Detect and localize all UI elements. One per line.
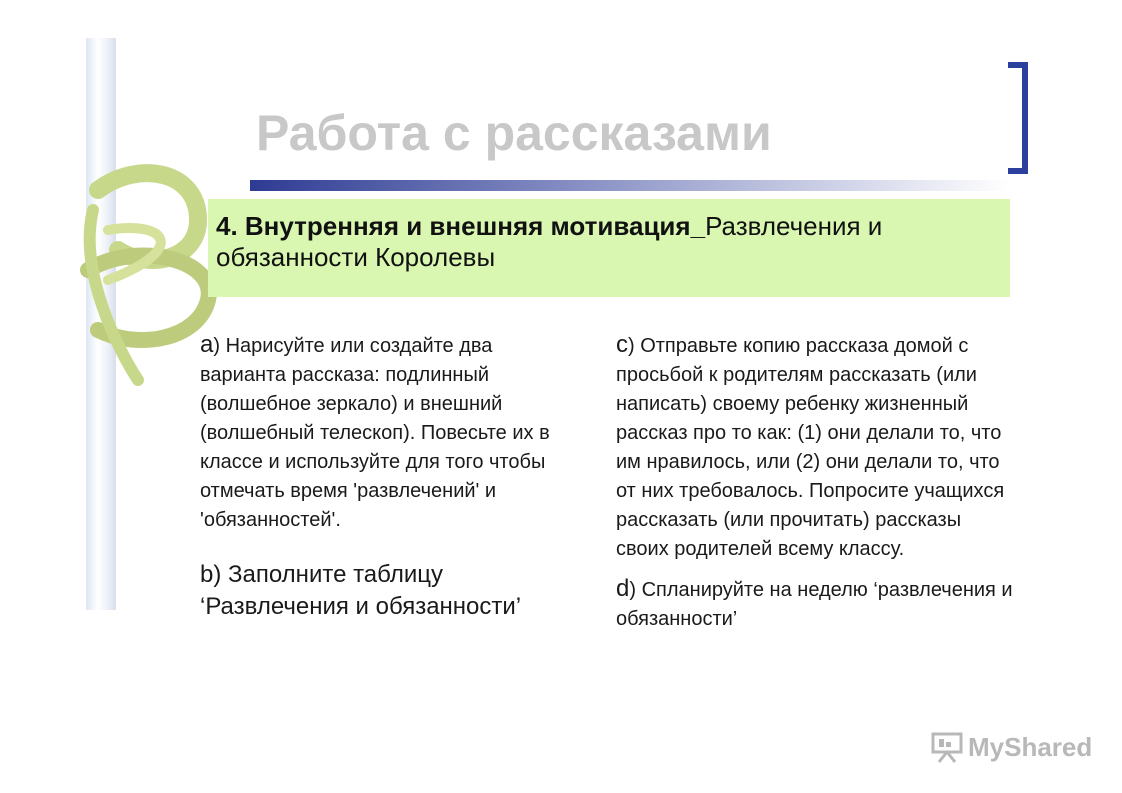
heading-bold-text: 4. Внутренняя и внешняя мотивация_ [216,211,706,241]
left-column [200,330,570,623]
item-c-text: ) Отправьте копию рассказа домой с просьбой к родителям рассказать (или написать) своему ребенку жизненный рассказ про то как: (1) они делали то, что им нравилось, или (2) они делали то, что от них требовалось. Попросите учащихся рассказать (или прочитать) рассказы своих родителей всему классу. [616,335,1005,560]
item-b [200,559,570,623]
item-c-letter: c [616,331,628,358]
watermark-text: MyShared [968,731,1093,762]
item-c [616,330,1016,564]
watermark [930,730,1092,764]
bracket-decoration [1008,62,1028,174]
item-b-text: ) Заполните таблицу ‘Развлечения и обязанности’ [200,561,522,620]
item-a [200,330,570,535]
item-a-text: ) Нарисуйте или создайте два варианта рассказа: подлинный (волшебное зеркало) и внешний (волшебный телескоп). Повесьте их в классе и используйте для того чтобы отмечать время 'развлечений' и 'обязанностей'. [200,335,550,531]
item-b-letter: b [200,561,214,588]
right-column [616,330,1016,634]
heading-regular-text: Развлечения и обязанности Королевы [216,211,883,272]
item-d [616,574,1016,634]
item-a-letter: a [200,331,214,358]
presentation-board-icon [930,730,964,764]
slide-title: Работа с рассказами [256,105,772,161]
item-d-text: ) Спланируйте на неделю ‘развлечения и обязанности’ [616,579,1013,630]
item-d-letter: d [616,575,630,602]
title-underline [250,180,1010,191]
section-heading [208,199,1010,297]
